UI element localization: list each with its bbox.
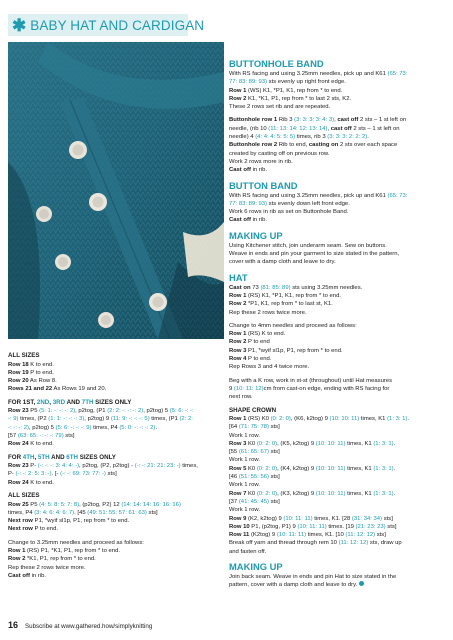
text: Rep Rows 3 and 4 twice more. bbox=[229, 364, 310, 371]
size-values: -: -: -: 2) bbox=[8, 424, 29, 431]
text: created by casting off on previous row. bbox=[229, 150, 330, 157]
size-values: (10: 11: 11) bbox=[297, 523, 327, 530]
row-label: Buttonhole row 2 bbox=[229, 142, 278, 149]
text: sts, draw up bbox=[368, 540, 402, 547]
size-values: (21: 23: 23) bbox=[355, 523, 386, 530]
asterisk-icon: ✱ bbox=[12, 15, 27, 35]
text: , p2tog, (P2, p2tog) - bbox=[79, 463, 135, 470]
text: cast off bbox=[330, 125, 352, 132]
text: Using Kitchener stitch, join underarm seam. Sew on buttons. bbox=[229, 242, 387, 249]
text: (RS) K1, *P1, K1, rep from * to end. bbox=[246, 292, 341, 299]
row-label: Row 11 bbox=[229, 532, 250, 539]
size-values: (4: 5: 8: 5: 7: 8) bbox=[39, 501, 80, 508]
text: K0 bbox=[246, 490, 257, 497]
text: P1, *wyif sl1p, P1, rep from * to end. bbox=[32, 518, 130, 525]
row-label: Row 5 bbox=[229, 465, 247, 472]
size-values: (10: 10: 11) bbox=[315, 490, 346, 497]
text: sts] bbox=[63, 433, 75, 440]
text: times, bbox=[180, 463, 198, 470]
size-values: (3: 4: 6: 4: 6: 7) bbox=[34, 509, 75, 516]
text: Change to 4mm needles and proceed as follows: bbox=[229, 322, 357, 329]
text: K to end. bbox=[28, 479, 54, 486]
size-values: (3: 3: 3: 3: 4: 3) bbox=[294, 117, 335, 124]
size-values: (51: 55: 56) bbox=[238, 474, 269, 481]
text: K to end. bbox=[28, 361, 54, 368]
text: 5TH bbox=[37, 453, 50, 461]
size-values: (14: 14: 14: 16: 16: 16) bbox=[121, 501, 181, 508]
text: next row. bbox=[229, 394, 253, 401]
text: times, K1. [28 bbox=[312, 515, 352, 522]
text: Cast off bbox=[8, 572, 30, 579]
row-label: Row 24 bbox=[8, 479, 29, 486]
text: sts using 3.25mm needles. bbox=[290, 284, 363, 291]
text: . bbox=[367, 134, 369, 141]
text: , (K6, k2tog) 9 bbox=[290, 416, 330, 422]
size-values: 77: 83: 89: 93) bbox=[229, 200, 267, 207]
text: in rib. bbox=[250, 217, 267, 224]
sizes-4-5-6-heading bbox=[8, 454, 223, 463]
text: , bbox=[327, 125, 331, 132]
text: . [45 bbox=[74, 509, 88, 516]
text: in rib. bbox=[250, 167, 267, 174]
text: With RS facing and using 3.25mm needles, pick up and K61 bbox=[229, 192, 388, 199]
size-values: (49: 51: 55: 57: 61: 63) bbox=[87, 509, 147, 516]
text: times, K1 bbox=[345, 440, 374, 447]
row-label: Row 3 bbox=[229, 347, 247, 354]
text: Rib 3 bbox=[277, 117, 295, 124]
text: 2 sts – 1 st left on bbox=[358, 117, 407, 124]
subscribe-link[interactable]: Subscribe at www.gathered.how/simplyknitting bbox=[25, 623, 153, 630]
size-values: (10: 10: 11) bbox=[315, 440, 346, 447]
text: AND bbox=[49, 453, 67, 461]
size-values: (10: 10: 11) bbox=[315, 465, 346, 472]
text: , p2tog) 9 bbox=[84, 416, 111, 423]
text: sts evenly up right front edge. bbox=[267, 79, 346, 86]
row-label: Row 2 bbox=[229, 301, 247, 308]
cardigan-photo-illustration bbox=[8, 42, 224, 339]
text: (RS) P1, *K1, P1, rep from * to end. bbox=[25, 548, 120, 555]
size-values: (1: 3: 1) bbox=[387, 416, 408, 422]
text: Break off yarn and thread through rem 10 bbox=[229, 540, 339, 547]
text: K0 bbox=[246, 465, 257, 472]
text: sts] bbox=[382, 515, 393, 522]
row-label: Row 10 bbox=[229, 523, 250, 530]
size-values: (-: -: 2: 5: 3: -) bbox=[15, 471, 52, 478]
size-values: (11: 9: -: -: -: 5) bbox=[110, 416, 150, 423]
size-values: (5: 1: -: -: -: 2) bbox=[39, 408, 76, 415]
size-values: (10: 11: 11) bbox=[276, 532, 307, 539]
text: 4TH bbox=[22, 453, 35, 461]
text: sts] bbox=[268, 449, 280, 456]
row-label: Row 7 bbox=[229, 490, 247, 497]
left-column bbox=[8, 352, 223, 580]
text: (WS) K1, *P1, K1, rep from * to end. bbox=[246, 87, 343, 94]
text: cover with a damp cloth and leave to dry. bbox=[229, 259, 336, 266]
size-values: (31: 34: 34) bbox=[351, 515, 383, 522]
text: sts] bbox=[105, 471, 117, 478]
text: in rib. bbox=[29, 572, 46, 579]
text: casting on bbox=[308, 142, 339, 149]
size-values: (11: 12: 12) bbox=[338, 540, 369, 547]
size-values: (71: 75: 78) bbox=[238, 424, 269, 431]
text: [64 bbox=[229, 424, 239, 431]
text: Cast off bbox=[229, 217, 251, 224]
text: . [- bbox=[51, 471, 61, 478]
row-label: Row 3 bbox=[229, 440, 247, 447]
text: needle) 4 bbox=[229, 134, 256, 141]
text: . bbox=[393, 440, 396, 447]
text: sts] bbox=[385, 523, 397, 530]
row-label: Row 1 bbox=[229, 292, 247, 299]
text: 7TH bbox=[81, 398, 94, 406]
page-title: BABY HAT AND CARDIGAN bbox=[30, 17, 205, 33]
size-values: (-: -: 21: 21: 23: -) bbox=[134, 463, 181, 470]
text: , bbox=[49, 398, 53, 406]
making-up-heading-2: MAKING UP bbox=[229, 561, 283, 573]
text: P- bbox=[8, 471, 16, 478]
text: *P1, K1, rep from * to last st, K1. bbox=[246, 301, 333, 308]
section-title-bar bbox=[8, 14, 205, 36]
text: P to end. bbox=[28, 369, 54, 376]
text: (RS) K0 bbox=[246, 416, 271, 422]
text: 2ND bbox=[36, 398, 50, 406]
size-values: (0: 2: 0) bbox=[256, 440, 278, 447]
text: P to end. bbox=[246, 356, 272, 363]
size-values: (63: 65: -: -: -: 79) bbox=[17, 433, 64, 440]
shape-crown-heading: SHAPE CROWN bbox=[229, 406, 277, 414]
text: cast off bbox=[337, 117, 359, 124]
size-values: (1: 3: 1) bbox=[373, 490, 394, 497]
size-values: (65: 73: bbox=[387, 192, 408, 199]
text: needle, (rib 10 bbox=[229, 125, 269, 132]
text: sts] bbox=[268, 424, 280, 431]
text: times, K1 bbox=[345, 465, 374, 472]
size-values: (10: 11: 11) bbox=[283, 515, 313, 522]
text: times, rib 3 bbox=[295, 134, 328, 141]
page-footer bbox=[8, 620, 152, 630]
text: times, (P2 bbox=[18, 416, 49, 423]
text: , (p2tog, P2) 12 bbox=[79, 501, 122, 508]
sizes-1-2-3-7-heading bbox=[8, 399, 223, 408]
text: sts] bbox=[146, 509, 158, 516]
size-values: (3: 3: 3: 2: 2: 2) bbox=[327, 134, 368, 141]
text: As Row 8. bbox=[28, 378, 57, 385]
size-values: -: 9) bbox=[8, 416, 19, 423]
text: Work 6 rows in rib as set on Buttonhole Band. bbox=[229, 209, 349, 216]
row-label: Row 19 bbox=[8, 369, 29, 376]
text: 2 sts – 1 st left on bbox=[351, 125, 400, 132]
making-up-heading: MAKING UP bbox=[229, 229, 283, 241]
text: Work 2 rows more in rib. bbox=[229, 158, 293, 165]
text: Work 1 row. bbox=[229, 432, 260, 439]
size-values: (2: 2: bbox=[179, 416, 193, 423]
text: (K2tog) 9 bbox=[249, 532, 277, 539]
size-values: (-: -: 69: 73: 77: -) bbox=[60, 471, 106, 478]
size-values: (2: 2: -: -: -: 2) bbox=[107, 408, 144, 415]
text: times, K1 bbox=[359, 416, 388, 422]
text: Cast off bbox=[229, 167, 251, 174]
end-marker-icon bbox=[359, 581, 364, 586]
text: With RS facing and using 3.25mm needles, pick up and K61 bbox=[229, 71, 388, 77]
row-label: Row 2 bbox=[229, 95, 247, 102]
text: , (K3, k2tog) 9 bbox=[277, 490, 316, 497]
text: . bbox=[407, 416, 410, 422]
buttonhole-band-heading: BUTTONHOLE BAND bbox=[229, 58, 324, 69]
text: . bbox=[393, 465, 396, 472]
size-values: (10: 11: 12) bbox=[233, 385, 264, 392]
size-values: (0: 2: 0) bbox=[256, 490, 278, 497]
row-label: Row 1 bbox=[8, 548, 26, 555]
text: Rib to end, bbox=[277, 142, 309, 149]
text: sts] bbox=[268, 474, 280, 481]
text: sts] bbox=[268, 498, 280, 505]
all-sizes-heading-2: ALL SIZES bbox=[8, 492, 40, 500]
size-values: (4: 4: 4: 5: 5: 5) bbox=[255, 134, 296, 141]
text: P1, *wyif sl1p, P1, rep from * to end. bbox=[246, 347, 343, 354]
text: [57 bbox=[8, 433, 18, 440]
text: , (K4, k2tog) 9 bbox=[277, 465, 316, 472]
text: cm from cast-on edge, ending with RS facing for bbox=[263, 385, 390, 392]
text: K1, *K1, P1, rep from * to last 2 sts, K2. bbox=[246, 95, 352, 102]
row-label: Row 20 bbox=[8, 378, 29, 385]
size-values: (5: 0: -: -: -: 2) bbox=[119, 424, 156, 431]
text: times. [19 bbox=[326, 523, 356, 530]
text: [46 bbox=[229, 474, 239, 481]
button-band-heading: BUTTON BAND bbox=[229, 179, 298, 191]
text: Work 1 row. bbox=[229, 482, 260, 489]
text: sts] bbox=[375, 532, 386, 539]
text: K to end. bbox=[28, 441, 54, 448]
text: pattern, cover with a damp cloth and leave to dry. bbox=[229, 582, 359, 589]
row-label: Row 23 bbox=[8, 463, 29, 470]
text: . bbox=[393, 490, 396, 497]
text: Rep these 2 rows twice more. bbox=[229, 309, 307, 316]
text: P5 bbox=[28, 408, 40, 415]
text: Work 1 row. bbox=[229, 457, 260, 464]
text: P1, (p2tog, P1) 9 bbox=[249, 523, 298, 530]
text: (RS) K to end. bbox=[246, 331, 286, 338]
text: , p2tog, (P1 bbox=[75, 408, 108, 415]
right-column bbox=[229, 58, 447, 590]
size-values: (11: 13: 14: 12: 13: 14) bbox=[268, 125, 328, 132]
text: These 2 rows set rib and are repeated. bbox=[229, 104, 331, 111]
size-values: (0: 2: 0) bbox=[256, 465, 278, 472]
text: 3RD bbox=[52, 398, 66, 406]
row-label: Row 1 bbox=[229, 331, 247, 338]
text: Rep these 2 rows twice more. bbox=[8, 564, 86, 571]
text: SIZES ONLY bbox=[77, 453, 116, 461]
row-label: Row 4 bbox=[229, 356, 247, 363]
text: AND bbox=[65, 398, 82, 406]
text: P- bbox=[28, 463, 38, 470]
size-values: (81: 85: 89) bbox=[260, 284, 291, 291]
row-label: Row 18 bbox=[8, 361, 29, 368]
size-values: (41: 45: 45) bbox=[238, 498, 269, 505]
text: P5 bbox=[28, 501, 40, 508]
text: *K1, P1, rep from * to end. bbox=[25, 556, 96, 563]
row-label: Row 2 bbox=[229, 339, 247, 346]
text: 9 bbox=[229, 385, 234, 392]
size-values: (1: 3: 1) bbox=[373, 465, 394, 472]
size-values: (1: 3: 1) bbox=[373, 440, 394, 447]
row-label: Row 1 bbox=[229, 416, 247, 422]
text: P to end. bbox=[32, 526, 59, 533]
text: times, K1. [10 bbox=[306, 532, 346, 539]
text: K0 bbox=[246, 440, 257, 447]
cardigan-photo bbox=[8, 42, 224, 339]
size-values: 77: 83: 89: 93) bbox=[229, 79, 267, 86]
page-number: 16 bbox=[8, 620, 19, 630]
text: , p2tog) 5 bbox=[28, 424, 56, 431]
text: [55 bbox=[229, 449, 239, 456]
all-sizes-heading: ALL SIZES bbox=[8, 352, 40, 359]
text: Join back seam. Weave in ends and pin Hat to size stated in the bbox=[229, 574, 397, 581]
row-label: Next row bbox=[8, 518, 33, 525]
text: FOR 1ST, bbox=[8, 398, 37, 406]
row-label: Row 25 bbox=[8, 501, 29, 508]
text: Work 1 row. bbox=[229, 507, 260, 514]
size-values: (10: 10: 11) bbox=[329, 416, 360, 422]
size-values: (5: 6: -: -: -: 9) bbox=[55, 424, 92, 431]
size-values: (-: -: -: 3: 4: 4: -) bbox=[37, 463, 80, 470]
row-label: Row 9 bbox=[229, 515, 247, 522]
text: and fasten off. bbox=[229, 548, 267, 555]
text: 6TH bbox=[66, 453, 78, 461]
row-label: Row 24 bbox=[8, 441, 29, 448]
text: . bbox=[155, 424, 157, 431]
size-values: (0: 2: 0) bbox=[270, 416, 291, 422]
text: Cast on bbox=[229, 284, 251, 291]
size-values: (5: 6: -: -: bbox=[169, 408, 194, 415]
text: Change to 3.25mm needles and proceed as follows: bbox=[8, 539, 144, 546]
text: times, P4 bbox=[8, 509, 35, 516]
row-label: Next row bbox=[8, 526, 33, 533]
text: , bbox=[334, 117, 338, 124]
text: times, (P1 bbox=[149, 416, 180, 423]
text: 2 sts over each space bbox=[338, 142, 398, 149]
text: (K2, k2tog) 9 bbox=[246, 515, 284, 522]
size-values: (11: 12: 12) bbox=[345, 532, 376, 539]
text: P to end bbox=[246, 339, 270, 346]
text: 73 bbox=[250, 284, 261, 291]
text: SIZES ONLY bbox=[93, 398, 132, 406]
text: As Rows 19 and 20. bbox=[52, 386, 107, 393]
row-label: Rows 21 and 22 bbox=[8, 386, 53, 393]
size-values: (61: 65: 67) bbox=[238, 449, 269, 456]
text: , p2tog) 5 bbox=[143, 408, 170, 415]
size-values: (1: 1: -: -: -: 3) bbox=[48, 416, 85, 423]
text: times, K1 bbox=[345, 490, 374, 497]
row-label: Row 2 bbox=[8, 556, 26, 563]
text: sts evenly down left front edge. bbox=[267, 200, 350, 207]
row-label: Row 23 bbox=[8, 408, 29, 415]
text: Beg with a K row, work in st-st (throughout) until Hat measures bbox=[229, 377, 393, 384]
text: times, P4 bbox=[91, 424, 120, 431]
row-label: Buttonhole row 1 bbox=[229, 117, 278, 124]
text: [37 bbox=[229, 498, 239, 505]
hat-heading: HAT bbox=[229, 271, 248, 283]
text: , bbox=[34, 453, 38, 461]
size-values: (65: 73: bbox=[387, 71, 408, 77]
row-label: Row 1 bbox=[229, 87, 247, 94]
text: , (K5, k2tog) 9 bbox=[277, 440, 316, 447]
text: Weave in ends and pin your garment to size stated in the pattern, bbox=[229, 251, 400, 258]
text: FOR bbox=[8, 453, 23, 461]
